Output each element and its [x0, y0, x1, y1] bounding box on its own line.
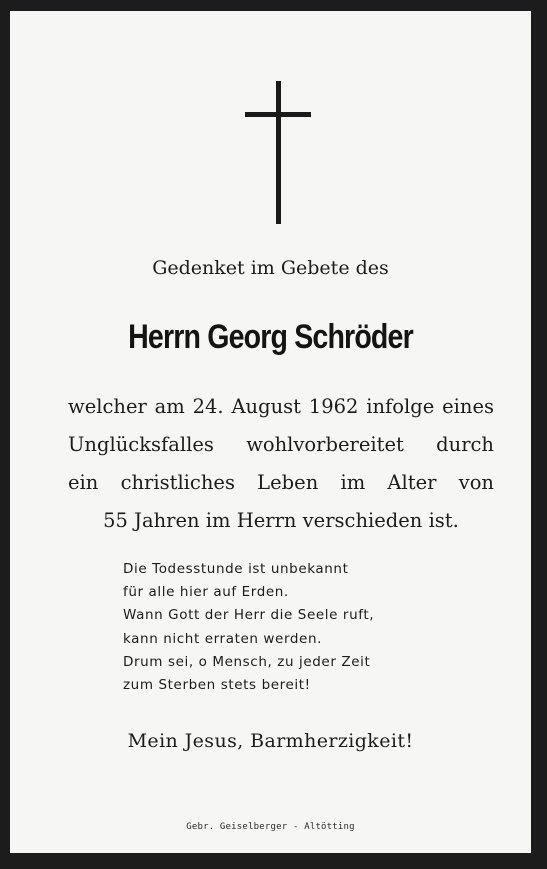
- printer-imprint: Gebr. Geiselberger - Altötting: [186, 822, 355, 832]
- paragraph-line-4: 55 Jahren im Herrn verschieden ist.: [103, 509, 459, 532]
- memorial-card: [10, 11, 531, 853]
- poem-verse: [123, 558, 374, 697]
- paragraph-line-1: welcher am 24. August 1962 infolge eines: [68, 395, 494, 418]
- poem-line-6: zum Sterben stets bereit!: [123, 677, 311, 694]
- poem-line-1: Die Todesstunde ist unbekannt: [123, 561, 349, 577]
- paragraph-line-3: ein christliches Leben im Alter von: [68, 471, 494, 494]
- obituary-paragraph: [68, 388, 494, 540]
- cross-vertical-bar: [276, 81, 281, 224]
- poem-line-2: für alle hier auf Erden.: [123, 584, 289, 601]
- cross-horizontal-bar: [245, 112, 311, 117]
- poem-line-3: Wann Gott der Herr die Seele ruft,: [123, 607, 375, 624]
- poem-line-5: Drum sei, o Mensch, zu jeder Zeit: [123, 653, 371, 670]
- deceased-name: Herrn Georg Schröder: [128, 318, 413, 356]
- intro-text: Gedenket im Gebete des: [152, 257, 389, 279]
- poem-line-4: kann nicht erraten werden.: [123, 630, 322, 647]
- paragraph-line-2: Unglücksfalles wohlvorbereitet durch: [68, 433, 494, 456]
- closing-prayer: Mein Jesus, Barmherzigkeit!: [127, 730, 414, 752]
